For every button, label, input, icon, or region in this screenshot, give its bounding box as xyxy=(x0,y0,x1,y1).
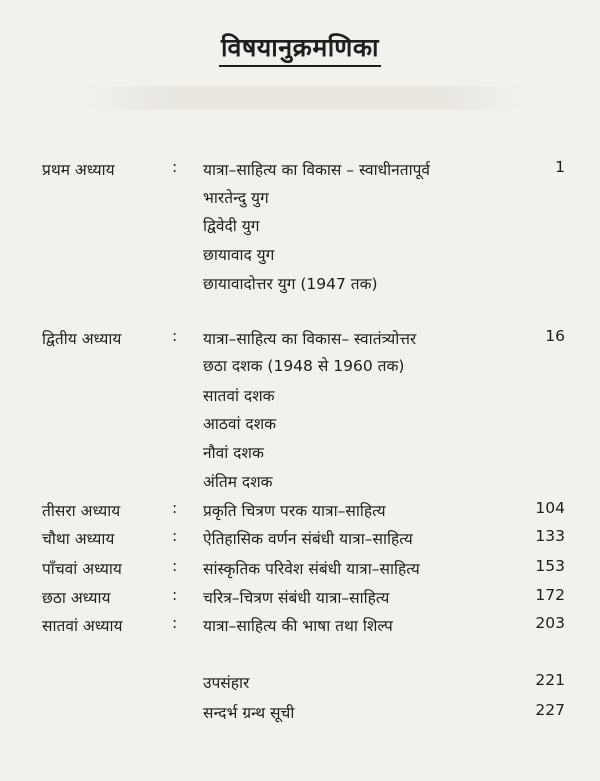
chapter-label: सातवां अध्याय xyxy=(42,617,123,635)
sub-item: आठवां दशक xyxy=(203,415,277,433)
page-number: 1 xyxy=(555,158,565,176)
toc-row-4[interactable] xyxy=(0,525,600,551)
page-number: 203 xyxy=(535,614,565,632)
toc-row-5[interactable] xyxy=(0,555,600,581)
chapter-label: प्रथम अध्याय xyxy=(42,161,115,179)
sub-item: छठा दशक (1948 से 1960 तक) xyxy=(203,357,405,375)
chapter-label: द्वितीय अध्याय xyxy=(42,330,122,348)
chapter-label: पाँचवां अध्याय xyxy=(42,560,122,578)
separator: : xyxy=(172,586,178,604)
page-number: 221 xyxy=(535,671,565,689)
separator: : xyxy=(172,158,178,176)
page-number: 153 xyxy=(535,557,565,575)
toc-row-6[interactable] xyxy=(0,584,600,610)
chapter-topic: यात्रा–साहित्य का विकास– स्वातंत्र्योत्तर xyxy=(203,330,417,348)
separator: : xyxy=(172,557,178,575)
chapter-topic: प्रकृति चित्रण परक यात्रा–साहित्य xyxy=(203,502,386,520)
sub-item: नौवां दशक xyxy=(203,444,264,462)
separator: : xyxy=(172,614,178,632)
title-text: विषयानुक्रमणिका xyxy=(219,33,381,67)
sub-item: छायावादोत्तर युग (1947 तक) xyxy=(203,275,378,293)
chapter-topic: यात्रा–साहित्य की भाषा तथा शिल्प xyxy=(203,617,393,635)
toc-row-bibliography[interactable] xyxy=(0,699,600,725)
chapter-label: छठा अध्याय xyxy=(42,589,111,607)
separator: : xyxy=(172,499,178,517)
page-number: 104 xyxy=(535,499,565,517)
page-number: 227 xyxy=(535,701,565,719)
chapter-label: चौथा अध्याय xyxy=(42,530,115,548)
chapter-topic: यात्रा–साहित्य का विकास – स्वाधीनतापूर्व xyxy=(203,161,431,179)
separator: : xyxy=(172,327,178,345)
sub-item: सातवां दशक xyxy=(203,387,275,405)
page-number: 133 xyxy=(535,527,565,545)
chapter-topic: सांस्कृतिक परिवेश संबंधी यात्रा–साहित्य xyxy=(203,560,420,578)
chapter-topic: चरित्र–चित्रण संबंधी यात्रा–साहित्य xyxy=(203,589,390,607)
page-title xyxy=(0,30,600,64)
toc-row-1[interactable] xyxy=(0,156,600,182)
toc-row-2[interactable] xyxy=(0,325,600,351)
chapter-topic: ऐतिहासिक वर्णन संबंधी यात्रा–साहित्य xyxy=(203,530,413,548)
page-number: 16 xyxy=(545,327,565,345)
toc-row-conclusion[interactable] xyxy=(0,669,600,695)
toc-row-3[interactable] xyxy=(0,497,600,523)
bleed-through xyxy=(80,86,530,110)
toc-row-7[interactable] xyxy=(0,612,600,638)
sub-item: अंतिम दशक xyxy=(203,473,273,491)
sub-item: छायावाद युग xyxy=(203,246,275,264)
end-matter-label: उपसंहार xyxy=(203,674,250,692)
sub-item: द्विवेदी युग xyxy=(203,217,260,235)
page-number: 172 xyxy=(535,586,565,604)
end-matter-label: सन्दर्भ ग्रन्थ सूची xyxy=(203,704,295,722)
separator: : xyxy=(172,527,178,545)
sub-item: भारतेन्दु युग xyxy=(203,189,269,207)
chapter-label: तीसरा अध्याय xyxy=(42,502,121,520)
